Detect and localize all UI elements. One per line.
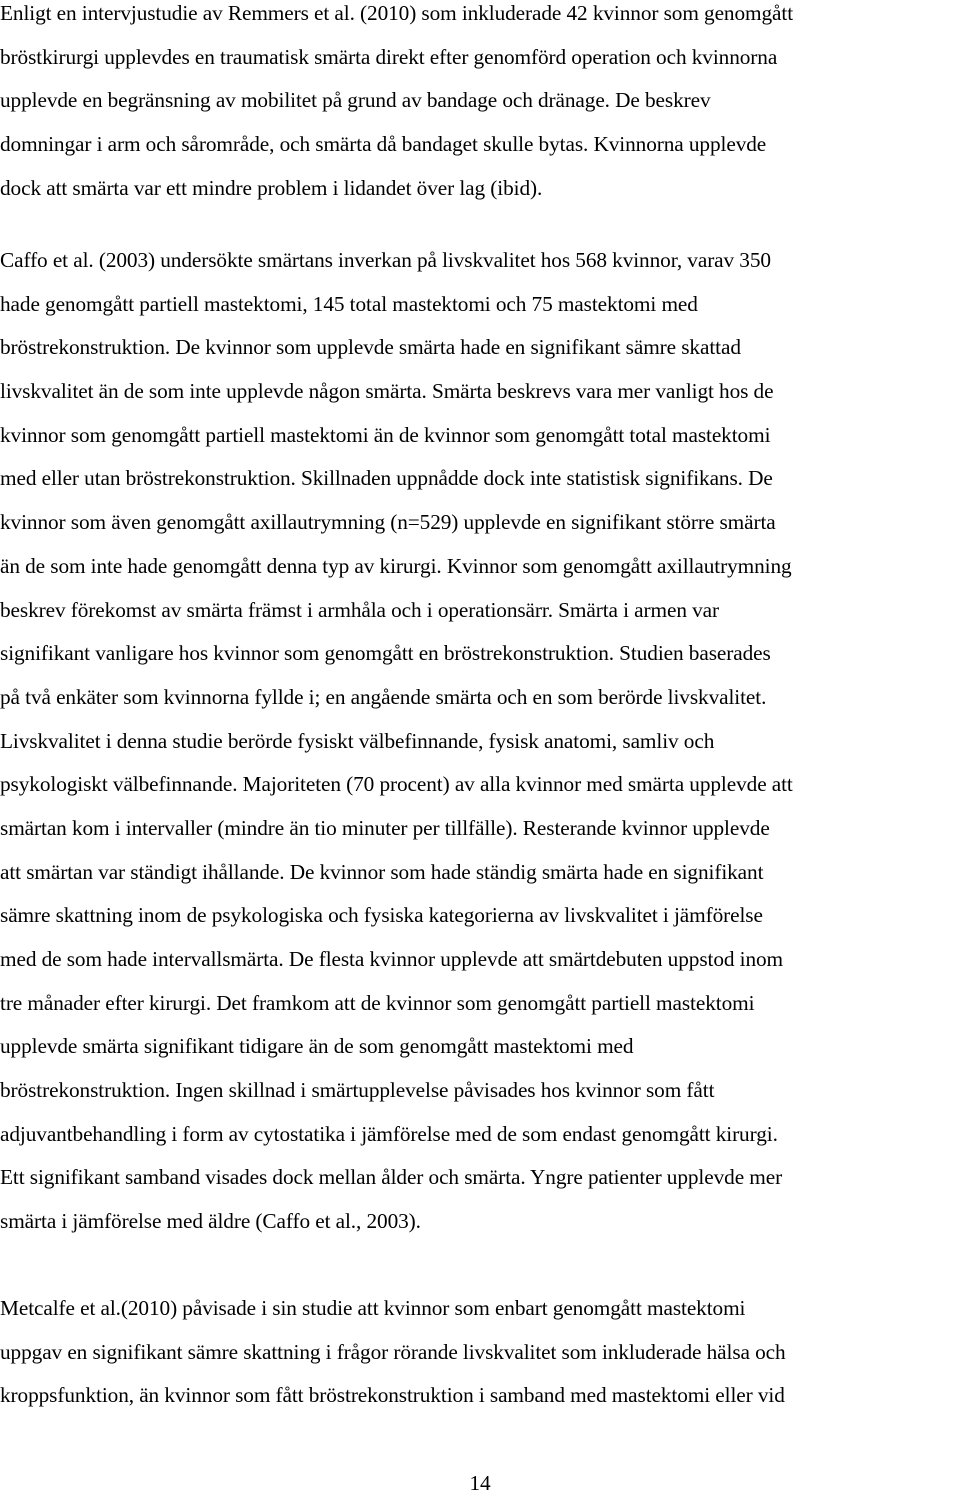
text-line: med de som hade intervallsmärta. De flesta kvinnor upplevde att smärtdebuten uppstod inom [0, 947, 784, 971]
text-line: hade genomgått partiell mastektomi, 145 total mastektomi och 75 mastektomi med [0, 291, 698, 316]
text-line: adjuvantbehandling i form av cytostatika i jämförelse med de som endast genomgått kirurgi. [0, 1121, 778, 1146]
text-line: kroppsfunktion, än kvinnor som fått bröstrekonstruktion i samband med mastektomi eller vid [0, 1383, 785, 1408]
text-line: Ett signifikant samband visades dock mellan ålder och smärta. Yngre patienter upplevde mer [0, 1165, 783, 1190]
text-line: beskrev förekomst av smärta främst i armhåla och i operationsärr. Smärta i armen var [0, 597, 719, 622]
text-line: kvinnor som genomgått partiell mastektomi än de kvinnor som genomgått total mastektomi [0, 422, 771, 447]
text-line: smärtan kom i intervaller (mindre än tio minuter per tillfälle). Resterande kvinnor upplevde [0, 815, 770, 840]
text-line: Livskvalitet i denna studie berörde fysiskt välbefinnande, fysisk anatomi, samliv och [0, 728, 715, 753]
text-line: Metcalfe et al.(2010) påvisade i sin studie att kvinnor som enbart genomgått mastektomi [0, 1296, 746, 1320]
text-line: bröstkirurgi upplevdes en traumatisk smärta direkt efter genomförd operation och kvinnorna [0, 44, 778, 69]
text-line: att smärtan var ständigt ihållande. De kvinnor som hade ständig smärta hade en signifikant [0, 859, 764, 884]
text-line: domningar i arm och sårområde, och smärta då bandaget skulle bytas. Kvinnorna upplevde [0, 132, 767, 157]
text-line: bröstrekonstruktion. De kvinnor som upplevde smärta hade en signifikant sämre skattad [0, 335, 741, 360]
text-line: Caffo et al. (2003) undersökte smärtans inverkan på livskvalitet hos 568 kvinnor, varav 350 [0, 248, 771, 272]
text-line: upplevde en begränsning av mobilitet på grund av bandage och dränage. De beskrev [0, 88, 711, 113]
page-number: 14 [469, 1471, 491, 1495]
text-line: uppgav en signifikant sämre skattning i frågor rörande livskvalitet som inkluderade hälsa och [0, 1339, 786, 1364]
text-line: sämre skattning inom de psykologiska och fysiska kategorierna av livskvalitet i jämförelse [0, 903, 763, 928]
text-line: smärta i jämförelse med äldre (Caffo et al., 2003). [0, 1209, 421, 1234]
paragraph-metcalfe-study [0, 1287, 960, 1418]
text-line: kvinnor som även genomgått axillautrymning (n=529) upplevde en signifikant större smärta [0, 510, 776, 535]
text-line: dock att smärta var ett mindre problem i lidandet över lag (ibid). [0, 175, 543, 200]
text-line: än de som inte hade genomgått denna typ av kirurgi. Kvinnor som genomgått axillautrymning [0, 553, 792, 578]
paragraph-caffo-study [0, 239, 960, 1244]
text-line: på två enkäter som kvinnorna fyllde i; en angående smärta och en som berörde livskvalitet. [0, 684, 767, 709]
paragraph-remmers-study [0, 0, 960, 210]
text-line: Enligt en intervjustudie av Remmers et al. (2010) som inkluderade 42 kvinnor som genomgått [0, 1, 794, 25]
text-line: upplevde smärta signifikant tidigare än de som genomgått mastektomi med [0, 1034, 634, 1059]
text-line: signifikant vanligare hos kvinnor som genomgått en bröstrekonstruktion. Studien baserades [0, 641, 771, 666]
text-line: med eller utan bröstrekonstruktion. Skillnaden uppnådde dock inte statistisk signifikans. De [0, 466, 773, 491]
text-line: bröstrekonstruktion. Ingen skillnad i smärtupplevelse påvisades hos kvinnor som fått [0, 1078, 715, 1103]
text-line: livskvalitet än de som inte upplevde någon smärta. Smärta beskrevs vara mer vanligt hos de [0, 379, 774, 404]
text-line: psykologiskt välbefinnande. Majoriteten (70 procent) av alla kvinnor med smärta upplevde att [0, 772, 793, 797]
text-line: tre månader efter kirurgi. Det framkom att de kvinnor som genomgått partiell mastektomi [0, 990, 755, 1015]
